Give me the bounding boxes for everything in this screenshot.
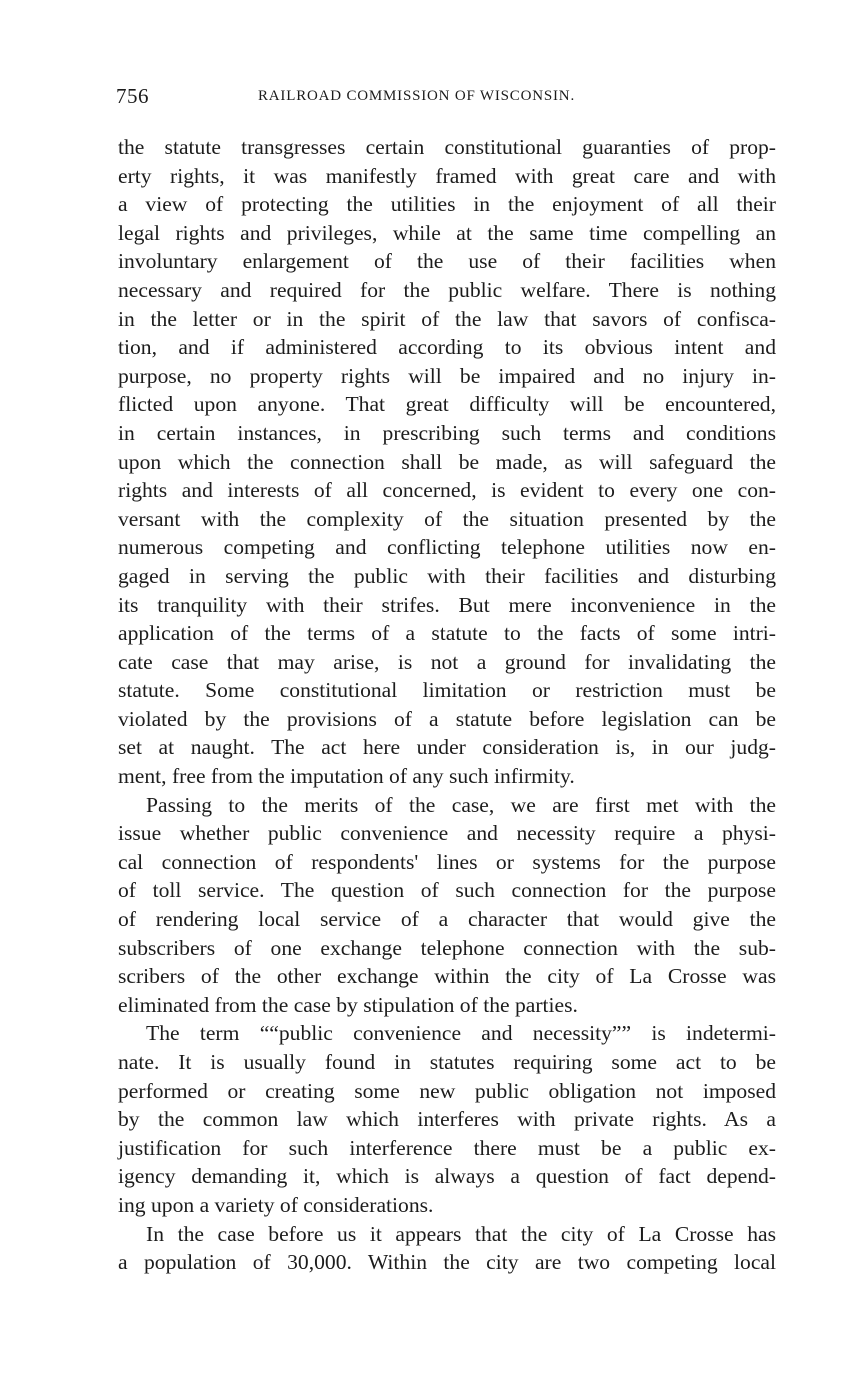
text-line: gaged in serving the public with their facilities and disturbing — [118, 563, 776, 588]
page-header — [116, 84, 776, 110]
text-line: necessary and required for the public welfare. There is nothing — [118, 277, 776, 302]
page-number: 756 — [116, 84, 149, 108]
text-line: performed or creating some new public obligation not imposed — [118, 1078, 776, 1103]
paragraph-3 — [118, 1019, 776, 1219]
text-line: eliminated from the case by stipulation of the parties. — [118, 992, 578, 1017]
text-line: In the case before us it appears that the city of La Crosse has — [146, 1221, 776, 1246]
text-line: upon which the connection shall be made, as will safeguard the — [118, 449, 776, 474]
text-line: legal rights and privileges, while at the same time compelling an — [118, 220, 776, 245]
text-line: purpose, no property rights will be impaired and no injury in- — [118, 363, 776, 388]
text-line: versant with the complexity of the situation presented by the — [118, 506, 776, 531]
text-line: erty rights, it was manifestly framed with great care and with — [118, 163, 776, 188]
text-line: igency demanding it, which is always a question of fact depend- — [118, 1164, 776, 1189]
text-line: application of the terms of a statute to the facts of some intri- — [118, 621, 776, 646]
text-line: a population of 30,000. Within the city are two competing local — [118, 1250, 776, 1275]
text-line: in certain instances, in prescribing such terms and conditions — [118, 420, 776, 445]
text-line: cal connection of respondents' lines or systems for the purpose — [118, 849, 776, 874]
text-line: statute. Some constitutional limitation or restriction must be — [118, 678, 776, 703]
text-line: involuntary enlargement of the use of their facilities when — [118, 249, 776, 274]
text-line: by the common law which interferes with private rights. As a — [118, 1107, 776, 1132]
text-line: numerous competing and conflicting telephone utilities now en- — [118, 535, 776, 560]
text-line: ing upon a variety of considerations. — [118, 1192, 434, 1217]
paragraph-4 — [118, 1220, 776, 1277]
text-line: issue whether public convenience and necessity require a physi- — [118, 821, 776, 846]
text-line: flicted upon anyone. That great difficulty will be encountered, — [118, 392, 776, 417]
text-line: a view of protecting the utilities in the enjoyment of all their — [118, 192, 776, 217]
text-line: Passing to the merits of the case, we are first met with the — [146, 792, 776, 817]
text-line: of rendering local service of a character that would give the — [118, 907, 776, 932]
text-line: ment, free from the imputation of any such infirmity. — [118, 764, 575, 789]
text-line: in the letter or in the spirit of the law that savors of confisca- — [118, 306, 776, 331]
paragraph-1 — [118, 133, 776, 791]
text-line: scribers of the other exchange within the city of La Crosse was — [118, 964, 776, 989]
text-line: of toll service. The question of such connection for the purpose — [118, 878, 776, 903]
text-line: nate. It is usually found in statutes requiring some act to be — [118, 1050, 776, 1074]
text-line: set at naught. The act here under consideration is, in our judg- — [118, 735, 776, 760]
text-line: violated by the provisions of a statute before legislation can be — [118, 706, 776, 731]
text-line: subscribers of one exchange telephone connection with the sub- — [118, 935, 776, 960]
text-line: its tranquility with their strifes. But mere inconvenience in the — [118, 592, 776, 617]
text-line: the statute transgresses certain constitutional guaranties of prop- — [118, 135, 776, 159]
text-line: cate case that may arise, is not a ground for invalidating the — [118, 649, 776, 674]
paragraph-2 — [118, 791, 776, 1020]
body-text — [118, 133, 776, 1277]
text-line: rights and interests of all concerned, is evident to every one con- — [118, 478, 776, 503]
text-line: tion, and if administered according to its obvious intent and — [118, 335, 776, 360]
text-line: justification for such interference there must be a public ex- — [118, 1135, 776, 1160]
text-line: The term ““public convenience and necessity”” is indetermi- — [146, 1021, 776, 1046]
running-head: RAILROAD COMMISSION OF WISCONSIN. — [258, 88, 575, 104]
